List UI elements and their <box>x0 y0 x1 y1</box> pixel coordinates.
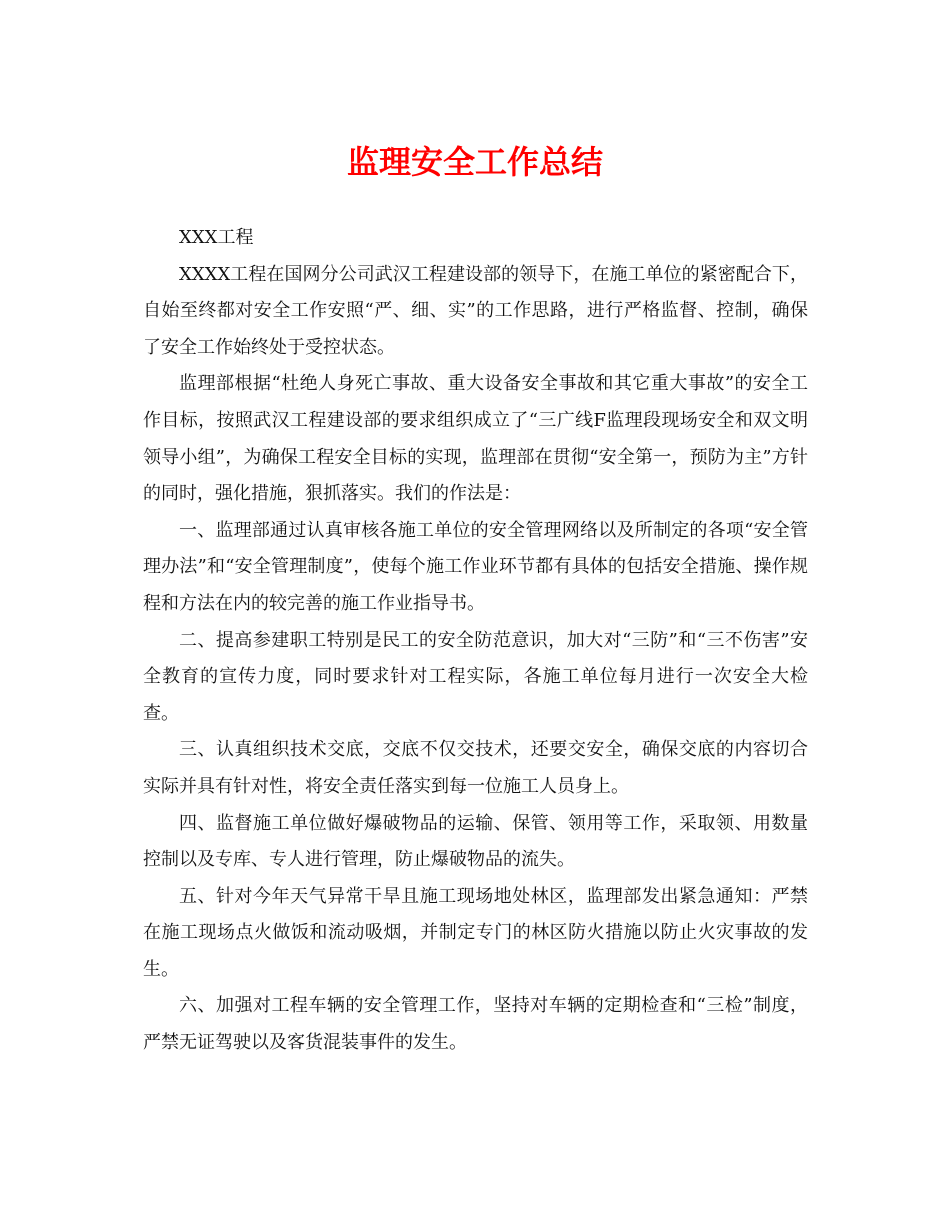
paragraph-item-3: 三、认真组织技术交底，交底不仅交技术，还要交安全，确保交底的内容切合实际并具有针对性，将安全责任落实到每一位施工人员身上。 <box>143 739 808 797</box>
paragraph-introduction: XXXX工程在国网分公司武汉工程建设部的领导下，在施工单位的紧密配合下，自始至终都对安全工作安照“严、细、实”的工作思路，进行严格监督、控制，确保了安全工作始终处于受控状态。 <box>143 263 808 358</box>
paragraph-item-5: 五、针对今年天气异常干旱且施工现场地处林区，监理部发出紧急通知：严禁在施工现场点火做饭和流动吸烟，并制定专门的林区防火措施以防止火灾事故的发生。 <box>143 885 808 980</box>
paragraph-project-name: XXX工程 <box>179 227 254 248</box>
paragraph-item-2: 二、提高参建职工特别是民工的安全防范意识，加大对“三防”和“三不伤害”安全教育的宣传力度，同时要求针对工程实际，各施工单位每月进行一次安全大检查。 <box>143 629 808 724</box>
document-title: 监理安全工作总结 <box>346 143 603 181</box>
paragraph-item-4: 四、监督施工单位做好爆破物品的运输、保管、领用等工作，采取领、用数量控制以及专库、专人进行管理，防止爆破物品的流失。 <box>143 812 808 871</box>
paragraph-safety-goals: 监理部根据“杜绝人身死亡事故、重大设备安全事故和其它重大事故”的安全工作目标，按照武汉工程建设部的要求组织成立了“三广线F监理段现场安全和双文明领导小组”，为确保工程安全目标的实现，监理部在贯彻“安全第一，预防为主”方针的同时，强化措施，狠抓落实。我们的作法是： <box>143 373 808 505</box>
paragraph-item-6: 六、加强对工程车辆的安全管理工作，坚持对车辆的定期检查和“三检”制度，严禁无证驾驶以及客货混装事件的发生。 <box>143 995 808 1054</box>
paragraph-item-1: 一、监理部通过认真审核各施工单位的安全管理网络以及所制定的各项“安全管理办法”和“安全管理制度”，使每个施工作业环节都有具体的包括安全措施、操作规程和方法在内的较完善的施工作业指导书。 <box>143 519 808 614</box>
document-body <box>143 220 808 1062</box>
